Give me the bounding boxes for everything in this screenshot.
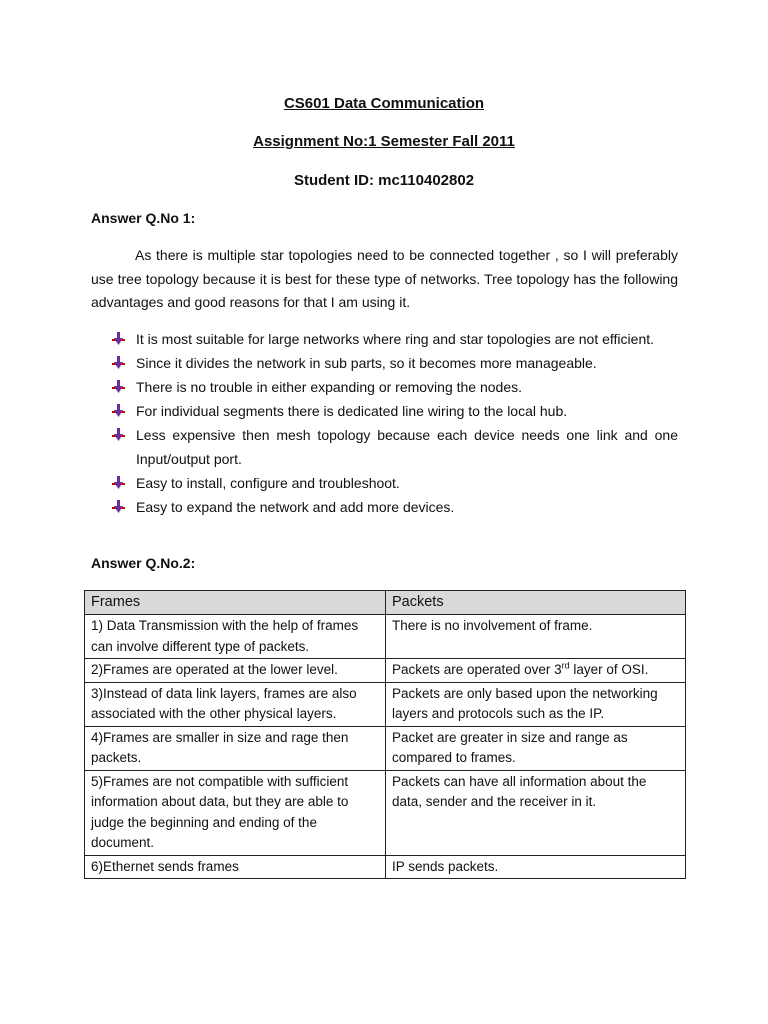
packets-cell: IP sends packets. [386, 855, 686, 879]
bullet-arrow-icon [112, 476, 125, 489]
table-row [85, 855, 686, 879]
packets-cell: There is no involvement of frame. [386, 615, 686, 659]
frames-cell: 4)Frames are smaller in size and rage then packets. [85, 726, 386, 770]
frames-cell: 1) Data Transmission with the help of frames can involve different type of packets. [85, 615, 386, 659]
bullet-arrow-icon [112, 356, 125, 369]
bullet-text: Less expensive then mesh topology because each device needs one link and one Input/output port. [136, 427, 678, 467]
bullet-arrow-icon [112, 380, 125, 393]
packets-text-part: Packets are operated over 3 [392, 662, 562, 677]
list-item [112, 327, 678, 351]
advantages-list [112, 327, 678, 519]
assignment-title: Assignment No:1 Semester Fall 2011 [253, 133, 515, 150]
packets-text-part: layer of OSI. [569, 662, 649, 677]
bullet-text: For individual segments there is dedicated line wiring to the local hub. [136, 403, 568, 419]
table-header-row [85, 591, 686, 615]
bullet-text: It is most suitable for large networks where ring and star topologies are not efficient. [136, 331, 655, 347]
bullet-arrow-icon [112, 500, 125, 513]
table-row [85, 615, 686, 659]
table-row [85, 682, 686, 726]
student-id: Student ID: mc110402802 [293, 172, 475, 189]
packets-cell: Packets are only based upon the networking layers and protocols such as the IP. [386, 682, 686, 726]
packets-cell [386, 659, 686, 683]
header-frames: Frames [85, 591, 386, 615]
list-item [112, 399, 678, 423]
bullet-text: Since it divides the network in sub parts, so it becomes more manageable. [136, 355, 597, 371]
bullet-text: Easy to install, configure and troubleshoot. [136, 475, 400, 491]
list-item [112, 375, 678, 399]
bullet-arrow-icon [112, 404, 125, 417]
table-row [85, 770, 686, 855]
frames-vs-packets-table [84, 590, 686, 879]
table-row [85, 726, 686, 770]
packets-cell: Packet are greater in size and range as compared to frames. [386, 726, 686, 770]
frames-cell: 2)Frames are operated at the lower level. [85, 659, 386, 683]
frames-cell: 6)Ethernet sends frames [85, 855, 386, 879]
bullet-arrow-icon [112, 332, 125, 345]
bullet-text: There is no trouble in either expanding or removing the nodes. [136, 379, 523, 395]
table-row [85, 659, 686, 683]
list-item [112, 423, 678, 471]
packets-cell: Packets can have all information about the data, sender and the receiver in it. [386, 770, 686, 855]
course-title: CS601 Data Communication [283, 95, 485, 112]
answer-1-paragraph: As there is multiple star topologies need to be connected together , so I will preferably use tree topology because it is best for these type of networks. Tree topology has the following advantages and good reasons for that I am using it. [91, 247, 678, 310]
header-packets: Packets [386, 591, 686, 615]
answer-1-heading: Answer Q.No 1: [91, 210, 196, 226]
list-item [112, 495, 678, 519]
frames-cell: 5)Frames are not compatible with sufficient information about data, but they are able to judge the beginning and ending of the document. [85, 770, 386, 855]
list-item [112, 471, 678, 495]
list-item [112, 351, 678, 375]
answer-2-heading: Answer Q.No.2: [91, 555, 196, 571]
ordinal-superscript: rd [561, 660, 570, 671]
frames-cell: 3)Instead of data link layers, frames are also associated with the other physical layers. [85, 682, 386, 726]
bullet-text: Easy to expand the network and add more devices. [136, 499, 455, 515]
bullet-arrow-icon [112, 428, 125, 441]
